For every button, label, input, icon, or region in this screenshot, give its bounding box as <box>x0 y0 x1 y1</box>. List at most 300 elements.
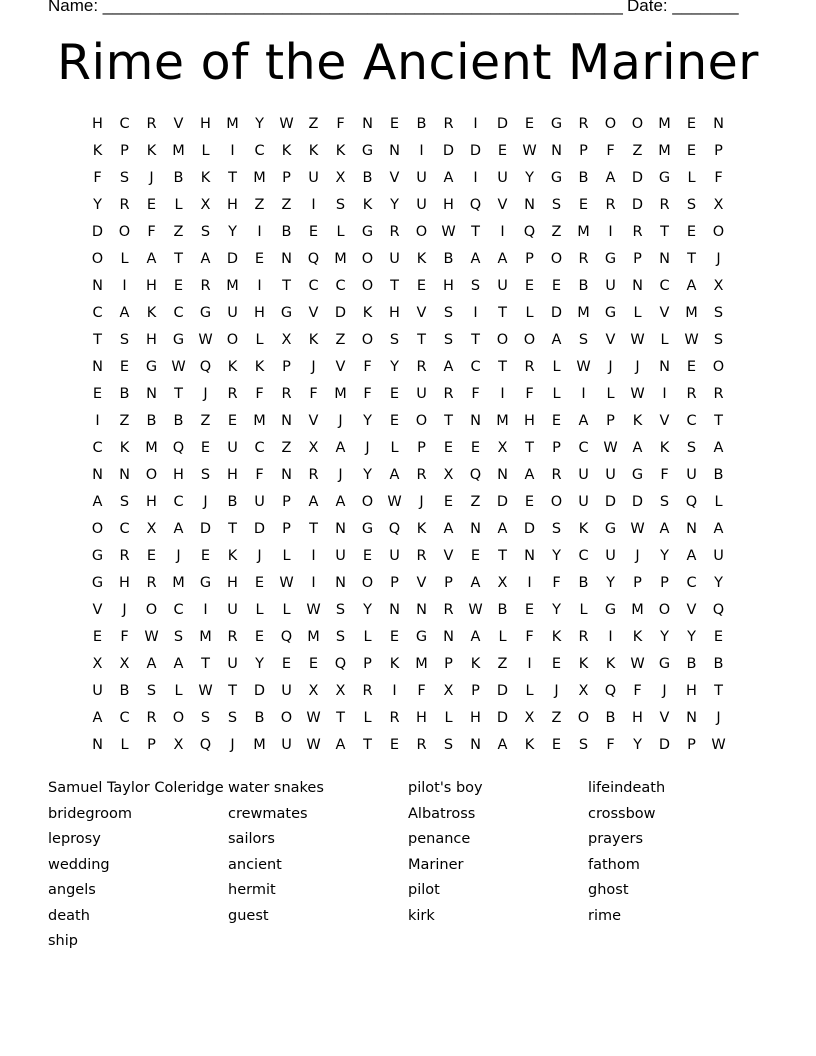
grid-letter: E <box>200 548 211 564</box>
grid-letter: G <box>361 521 374 537</box>
grid-letter: N <box>470 737 481 753</box>
grid-letter: R <box>281 386 292 402</box>
grid-letter: C <box>335 278 346 294</box>
grid-letter: K <box>605 656 616 672</box>
grid-letter: O <box>712 359 725 375</box>
grid-letter: G <box>172 332 185 348</box>
grid-letter: G <box>361 224 374 240</box>
grid-letter: G <box>550 170 563 186</box>
grid-letter: O <box>604 116 617 132</box>
grid-letter: H <box>92 116 103 132</box>
grid-letter: F <box>660 467 669 483</box>
grid-letter: L <box>444 710 453 726</box>
grid-letter: T <box>714 413 723 429</box>
grid-letter: T <box>498 359 507 375</box>
grid-letter: E <box>686 143 697 159</box>
grid-letter: X <box>713 278 724 294</box>
grid-letter: X <box>497 440 508 456</box>
grid-letter: B <box>416 116 427 132</box>
grid-letter: L <box>552 386 561 402</box>
grid-letter: K <box>362 305 373 321</box>
grid-letter: S <box>389 332 400 348</box>
grid-letter: W <box>630 521 645 537</box>
grid-letter: F <box>471 386 480 402</box>
grid-letter: L <box>174 683 183 699</box>
grid-letter: P <box>444 656 453 672</box>
grid-letter: T <box>660 224 669 240</box>
grid-letter: B <box>227 494 238 510</box>
grid-letter: I <box>662 386 667 402</box>
grid-letter: Z <box>281 440 292 456</box>
grid-letter: I <box>311 548 316 564</box>
grid-letter: Q <box>307 251 320 267</box>
grid-letter: H <box>119 575 130 591</box>
grid-letter: D <box>226 251 239 267</box>
grid-letter: O <box>415 224 428 240</box>
grid-letter: F <box>606 737 615 753</box>
grid-letter: I <box>473 170 478 186</box>
grid-letter: F <box>309 386 318 402</box>
word-bank-item: penance <box>408 831 471 847</box>
grid-letter: I <box>473 305 478 321</box>
grid-letter: U <box>578 467 589 483</box>
grid-letter: I <box>527 656 532 672</box>
grid-letter: C <box>119 116 130 132</box>
grid-letter: Z <box>470 494 481 510</box>
grid-letter: Y <box>525 170 534 186</box>
grid-letter: W <box>279 116 294 132</box>
grid-letter: R <box>416 359 427 375</box>
grid-letter: L <box>336 224 345 240</box>
grid-letter: N <box>389 602 400 618</box>
grid-letter: M <box>172 575 185 591</box>
grid-letter: M <box>226 278 239 294</box>
grid-letter: C <box>173 602 184 618</box>
grid-letter: G <box>658 170 671 186</box>
grid-letter: H <box>443 197 454 213</box>
grid-letter: B <box>713 467 724 483</box>
grid-letter: D <box>253 521 266 537</box>
grid-letter: C <box>470 359 481 375</box>
grid-letter: J <box>122 602 127 618</box>
grid-letter: B <box>578 278 589 294</box>
grid-letter: L <box>498 629 507 645</box>
grid-letter: E <box>146 548 157 564</box>
word-bank-item: pilot's boy <box>408 780 483 796</box>
grid-letter: V <box>416 575 427 591</box>
grid-letter: O <box>145 467 158 483</box>
name-field-label: Name: _______________________________________________________ <box>48 0 623 15</box>
grid-letter: G <box>550 116 563 132</box>
grid-letter: V <box>605 332 616 348</box>
grid-letter: N <box>497 467 508 483</box>
grid-letter: Y <box>552 602 561 618</box>
word-bank-item: Albatross <box>408 805 476 822</box>
grid-letter: O <box>658 602 671 618</box>
grid-letter: C <box>254 440 265 456</box>
grid-letter: W <box>684 332 699 348</box>
grid-letter: H <box>524 413 535 429</box>
grid-letter: T <box>714 683 723 699</box>
grid-letter: T <box>417 332 426 348</box>
grid-letter: F <box>363 359 372 375</box>
grid-letter: W <box>171 359 186 375</box>
grid-letter: W <box>306 602 321 618</box>
grid-letter: K <box>416 521 427 537</box>
grid-letter: A <box>92 710 103 726</box>
grid-letter: M <box>334 386 347 402</box>
grid-letter: E <box>686 116 697 132</box>
grid-letter: K <box>659 440 670 456</box>
grid-letter: K <box>146 305 157 321</box>
grid-letter: E <box>551 656 562 672</box>
grid-letter: P <box>714 143 723 159</box>
grid-letter: Z <box>119 413 130 429</box>
grid-letter: A <box>200 251 211 267</box>
grid-letter: P <box>282 494 291 510</box>
grid-letter: E <box>281 656 292 672</box>
grid-letter: E <box>254 575 265 591</box>
grid-letter: T <box>687 251 696 267</box>
grid-letter: P <box>282 170 291 186</box>
grid-letter: A <box>335 440 346 456</box>
grid-letter: H <box>389 305 400 321</box>
grid-letter: O <box>361 494 374 510</box>
grid-letter: R <box>443 386 454 402</box>
grid-letter: P <box>120 143 129 159</box>
grid-letter: A <box>578 413 589 429</box>
grid-letter: P <box>525 251 534 267</box>
grid-letter: L <box>525 305 534 321</box>
grid-letter: O <box>631 116 644 132</box>
grid-letter: I <box>419 143 424 159</box>
grid-letter: X <box>524 710 535 726</box>
grid-letter: H <box>470 710 481 726</box>
grid-letter: V <box>659 710 670 726</box>
grid-letter: O <box>361 332 374 348</box>
grid-letter: S <box>146 683 157 699</box>
grid-letter: N <box>470 521 481 537</box>
grid-letter: T <box>174 251 183 267</box>
grid-letter: F <box>147 224 156 240</box>
grid-letter: Y <box>660 548 669 564</box>
grid-letter: S <box>200 224 211 240</box>
grid-letter: A <box>713 521 724 537</box>
grid-letter: S <box>551 521 562 537</box>
grid-letter: X <box>443 683 454 699</box>
grid-letter: R <box>632 224 643 240</box>
grid-letter: K <box>227 359 238 375</box>
grid-letter: J <box>716 710 721 726</box>
grid-letter: K <box>227 548 238 564</box>
grid-letter: Q <box>334 656 347 672</box>
grid-letter: E <box>362 548 373 564</box>
grid-letter: W <box>603 440 618 456</box>
grid-letter: R <box>119 548 130 564</box>
grid-letter: X <box>308 683 319 699</box>
grid-letter: R <box>524 359 535 375</box>
grid-letter: T <box>525 440 534 456</box>
grid-letter: Z <box>200 413 211 429</box>
grid-letter: K <box>389 656 400 672</box>
grid-letter: M <box>253 170 266 186</box>
grid-letter: E <box>308 224 319 240</box>
grid-letter: D <box>253 683 266 699</box>
grid-letter: Q <box>604 683 617 699</box>
grid-letter: T <box>228 683 237 699</box>
grid-letter: N <box>470 413 481 429</box>
grid-letter: T <box>309 521 318 537</box>
grid-letter: N <box>92 737 103 753</box>
grid-letter: H <box>227 197 238 213</box>
grid-letter: Q <box>712 602 725 618</box>
grid-letter: S <box>443 305 454 321</box>
grid-letter: T <box>471 224 480 240</box>
grid-letter: Y <box>93 197 102 213</box>
grid-letter: R <box>389 224 400 240</box>
grid-letter: C <box>254 143 265 159</box>
grid-letter: N <box>416 602 427 618</box>
grid-letter: N <box>281 251 292 267</box>
grid-letter: G <box>604 251 617 267</box>
grid-letter: R <box>416 467 427 483</box>
grid-letter: N <box>551 143 562 159</box>
grid-letter: G <box>361 143 374 159</box>
grid-letter: R <box>605 197 616 213</box>
grid-letter: Z <box>173 224 184 240</box>
grid-letter: E <box>524 116 535 132</box>
grid-letter: J <box>311 359 316 375</box>
grid-letter: E <box>200 440 211 456</box>
grid-letter: L <box>120 251 129 267</box>
grid-letter: M <box>658 143 671 159</box>
grid-letter: D <box>199 521 212 537</box>
grid-letter: O <box>550 494 563 510</box>
grid-letter: E <box>443 440 454 456</box>
grid-letter: U <box>389 251 400 267</box>
grid-letter: C <box>659 278 670 294</box>
grid-letter: S <box>227 710 238 726</box>
grid-letter: I <box>311 575 316 591</box>
grid-letter: S <box>335 197 346 213</box>
grid-letter: L <box>363 629 372 645</box>
grid-letter: B <box>119 386 130 402</box>
grid-letter: N <box>659 251 670 267</box>
grid-letter: V <box>686 602 697 618</box>
grid-letter: Z <box>497 656 508 672</box>
grid-letter: N <box>92 359 103 375</box>
grid-letter: V <box>659 305 670 321</box>
grid-letter: D <box>469 143 482 159</box>
grid-letter: I <box>122 278 127 294</box>
word-bank-item: Samuel Taylor Coleridge <box>48 780 224 796</box>
grid-letter: E <box>416 278 427 294</box>
grid-letter: F <box>363 386 372 402</box>
grid-letter: P <box>417 440 426 456</box>
grid-letter: A <box>173 521 184 537</box>
grid-letter: E <box>497 143 508 159</box>
grid-letter: T <box>228 170 237 186</box>
grid-letter: H <box>686 683 697 699</box>
grid-letter: Y <box>714 575 723 591</box>
word-bank-item: angels <box>48 882 96 898</box>
grid-letter: R <box>578 116 589 132</box>
grid-letter: A <box>686 548 697 564</box>
grid-letter: I <box>311 197 316 213</box>
grid-letter: L <box>552 359 561 375</box>
grid-letter: J <box>203 386 208 402</box>
grid-letter: A <box>713 440 724 456</box>
grid-letter: B <box>146 413 157 429</box>
grid-letter: D <box>631 494 644 510</box>
grid-letter: B <box>686 656 697 672</box>
grid-letter: R <box>119 197 130 213</box>
grid-letter: Y <box>660 629 669 645</box>
grid-letter: R <box>227 386 238 402</box>
grid-letter: Z <box>254 197 265 213</box>
word-bank-item: death <box>48 907 90 924</box>
grid-letter: O <box>712 224 725 240</box>
grid-letter: D <box>496 710 509 726</box>
grid-letter: N <box>632 278 643 294</box>
grid-letter: C <box>119 521 130 537</box>
grid-letter: Y <box>363 602 372 618</box>
grid-letter: P <box>363 656 372 672</box>
grid-letter: A <box>524 467 535 483</box>
grid-letter: W <box>387 494 402 510</box>
grid-letter: E <box>524 602 535 618</box>
grid-letter: V <box>92 602 103 618</box>
grid-letter: N <box>335 575 346 591</box>
grid-letter: K <box>578 521 589 537</box>
grid-letter: D <box>334 305 347 321</box>
word-bank-item: wedding <box>48 856 110 873</box>
grid-letter: X <box>335 683 346 699</box>
grid-letter: D <box>604 494 617 510</box>
grid-letter: A <box>632 440 643 456</box>
grid-letter: T <box>174 386 183 402</box>
grid-letter: G <box>604 602 617 618</box>
grid-letter: B <box>497 602 508 618</box>
grid-letter: B <box>578 170 589 186</box>
grid-letter: B <box>578 575 589 591</box>
grid-letter: F <box>525 629 534 645</box>
grid-letter: F <box>120 629 129 645</box>
grid-letter: O <box>550 251 563 267</box>
grid-letter: J <box>149 170 154 186</box>
grid-letter: I <box>203 602 208 618</box>
word-bank <box>48 776 768 956</box>
word-bank-item: prayers <box>588 831 644 847</box>
grid-letter: D <box>658 737 671 753</box>
grid-letter: P <box>390 575 399 591</box>
grid-letter: L <box>282 548 291 564</box>
grid-letter: R <box>146 575 157 591</box>
grid-letter: H <box>416 710 427 726</box>
grid-letter: H <box>173 467 184 483</box>
grid-letter: Y <box>390 359 399 375</box>
grid-letter: F <box>552 575 561 591</box>
grid-letter: M <box>685 305 698 321</box>
grid-letter: G <box>415 629 428 645</box>
grid-letter: N <box>92 467 103 483</box>
grid-letter: M <box>658 116 671 132</box>
grid-letter: R <box>416 548 427 564</box>
grid-letter: F <box>93 170 102 186</box>
grid-letter: E <box>551 737 562 753</box>
grid-letter: T <box>336 710 345 726</box>
grid-letter: K <box>524 737 535 753</box>
grid-letter: U <box>308 170 319 186</box>
grid-letter: X <box>335 170 346 186</box>
grid-letter: N <box>119 467 130 483</box>
grid-letter: X <box>173 737 184 753</box>
grid-letter: M <box>631 602 644 618</box>
grid-letter: S <box>443 332 454 348</box>
word-bank-item: rime <box>588 907 622 924</box>
grid-letter: B <box>713 656 724 672</box>
grid-letter: T <box>93 332 102 348</box>
grid-letter: G <box>631 467 644 483</box>
grid-letter: Z <box>551 224 562 240</box>
grid-letter: E <box>173 278 184 294</box>
grid-letter: E <box>524 494 535 510</box>
puzzle-title: Rime of the Ancient Mariner <box>57 34 759 91</box>
grid-letter: H <box>443 278 454 294</box>
grid-letter: K <box>281 143 292 159</box>
grid-letter: E <box>551 413 562 429</box>
word-bank-item: guest <box>228 907 269 924</box>
word-bank-item: lifeindeath <box>588 780 666 796</box>
grid-letter: E <box>389 386 400 402</box>
grid-letter: Q <box>199 359 212 375</box>
grid-letter: Z <box>335 332 346 348</box>
grid-letter: G <box>91 548 104 564</box>
grid-letter: X <box>146 521 157 537</box>
grid-letter: D <box>631 197 644 213</box>
grid-letter: S <box>686 440 697 456</box>
grid-letter: K <box>470 656 481 672</box>
grid-letter: V <box>308 413 319 429</box>
grid-letter: F <box>525 386 534 402</box>
grid-letter: O <box>91 521 104 537</box>
grid-letter: L <box>255 332 264 348</box>
grid-letter: W <box>630 656 645 672</box>
word-bank-item: hermit <box>228 882 276 898</box>
grid-letter: T <box>498 305 507 321</box>
grid-letter: B <box>362 170 373 186</box>
grid-letter: K <box>632 413 643 429</box>
grid-letter: J <box>365 440 370 456</box>
word-bank-item: water snakes <box>228 780 324 796</box>
grid-letter: M <box>253 737 266 753</box>
grid-letter: S <box>686 197 697 213</box>
grid-letter: M <box>334 251 347 267</box>
grid-letter: R <box>146 710 157 726</box>
word-bank-item: pilot <box>408 882 440 898</box>
grid-letter: K <box>308 332 319 348</box>
grid-letter: A <box>497 251 508 267</box>
grid-letter: N <box>362 116 373 132</box>
grid-letter: H <box>227 575 238 591</box>
grid-letter: U <box>497 278 508 294</box>
grid-letter: L <box>174 197 183 213</box>
grid-letter: Q <box>388 521 401 537</box>
grid-letter: P <box>633 575 642 591</box>
grid-letter: X <box>200 197 211 213</box>
grid-letter: T <box>444 413 453 429</box>
grid-letter: O <box>145 602 158 618</box>
